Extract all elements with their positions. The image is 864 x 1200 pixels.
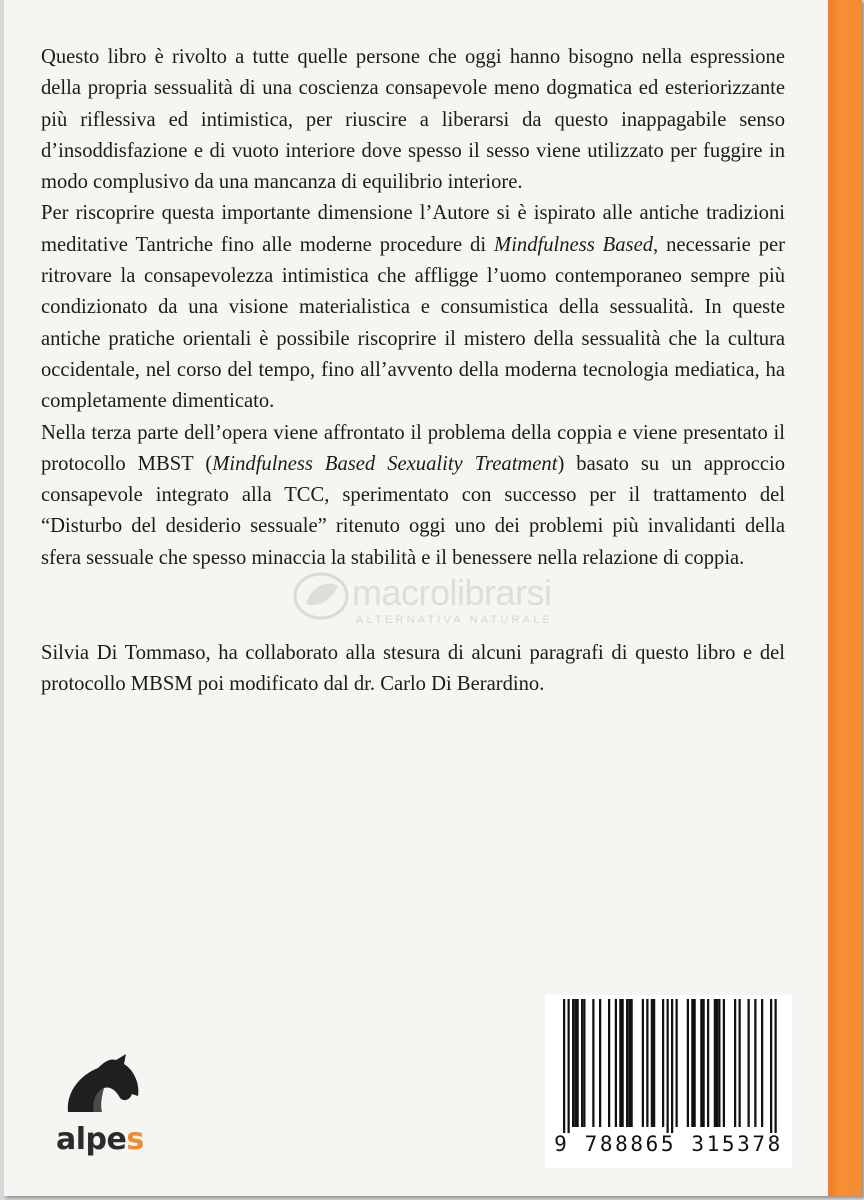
blurb-text	[41, 42, 785, 701]
barcode-bar	[754, 999, 756, 1127]
publisher-name: alpes	[56, 1122, 144, 1157]
barcode-bar	[662, 999, 664, 1127]
barcode-bar	[770, 999, 772, 1133]
barcode-bar	[748, 999, 750, 1127]
horse-head-icon	[50, 1050, 146, 1130]
barcode-bar	[631, 999, 633, 1127]
barcode-bar	[761, 999, 763, 1127]
barcode-bar	[707, 999, 709, 1127]
emphasis-mindfulness-based: Mindfulness Based	[494, 233, 654, 256]
barcode-bar	[628, 999, 630, 1127]
barcode-bars	[545, 995, 792, 1133]
barcode-bar	[568, 999, 570, 1133]
barcode-bar	[716, 999, 718, 1127]
barcode-bar	[775, 999, 777, 1133]
barcode-bar	[700, 999, 702, 1127]
paragraph-gap	[41, 574, 785, 638]
barcode-bar	[718, 999, 720, 1127]
barcode-bar	[626, 999, 628, 1127]
publisher-logo	[50, 1050, 146, 1160]
barcode-bar	[572, 999, 574, 1127]
orange-spine-edge	[828, 0, 862, 1196]
barcode-bar	[687, 999, 689, 1127]
barcode-bar	[583, 999, 585, 1127]
barcode-bar	[642, 999, 644, 1127]
barcode-bar	[619, 999, 621, 1127]
watermark-name: macrolibrarsi	[352, 572, 552, 613]
barcode-bar	[671, 999, 673, 1133]
blurb-paragraph-2: Per riscoprire questa importante dimensione l’Autore si è ispirato alle antiche tradizioni meditative Tantriche fino alle moderne procedure di Mindfulness Based, necessarie per ritrovare la consapevolezza intimistica che affligge l’uomo contemporaneo sempre più condizionato da una visione materialistica e consumistica della sessualità. In queste antiche pratiche orientali è possibile riscoprire il mistero della sessualità che la cultura occidentale, nel corso del tempo, fino all’avvento della moderna tecnologia mediatica, ha completamente dimenticato.	[41, 202, 785, 413]
book-back-cover	[4, 0, 862, 1196]
barcode-bar	[646, 999, 648, 1127]
credit-paragraph: Silvia Di Tommaso, ha collaborato alla stesura di alcuni paragrafi di questo libro e del protocollo MBSM poi modificato dal dr. Carlo Di Berardino.	[41, 642, 785, 696]
barcode-bar	[615, 999, 617, 1127]
emphasis-mbst-title: Mindfulness Based Sexuality Treatment	[212, 452, 558, 475]
barcode-bar	[714, 999, 716, 1127]
barcode-bar	[739, 999, 741, 1127]
blurb-paragraph-1: Questo libro è rivolto a tutte quelle persone che oggi hanno bisogno nella espressione della propria sessualità di una coscienza consapevole meno dogmatica ed esteriorizzante più riflessiva ed intimistica, per riuscire a liberarsi da questo inappagabile senso d’insoddisfazione e di vuoto interiore dove spesso il sesso viene utilizzato per fuggire in modo complusivo da una mancanza di equilibrio interiore.	[41, 46, 785, 194]
watermark-tagline: ALTERNATIVA NATURALE	[356, 614, 554, 626]
barcode-bar	[581, 999, 583, 1127]
barcode-bar	[653, 999, 655, 1127]
isbn-number: 9 788865 315378	[554, 1132, 783, 1156]
barcode-bar	[608, 999, 610, 1127]
barcode-bar	[599, 999, 601, 1127]
barcode-bar	[723, 999, 725, 1127]
barcode-bar	[577, 999, 579, 1127]
isbn-barcode	[545, 995, 792, 1168]
barcode-bar	[691, 999, 693, 1127]
barcode-bar	[694, 999, 696, 1127]
barcode-bar	[676, 999, 678, 1127]
barcode-bar	[703, 999, 705, 1127]
barcode-bar	[667, 999, 669, 1133]
barcode-bar	[734, 999, 736, 1127]
barcode-bar	[563, 999, 565, 1133]
blurb-paragraph-3: Nella terza parte dell’opera viene affrontato il problema della coppia e viene presentato il protocollo MBST (Mindfulness Based Sexuality Treatment) basato su un approccio consapevole integrato alla TCC, sperimentato con successo per il trattamento del “Disturbo del desiderio sessuale” ritenuto oggi uno dei problemi più invalidanti della sfera sessuale che spesso minaccia la stabilità e il benessere nella relazione di coppia.	[41, 421, 786, 569]
barcode-bar	[651, 999, 653, 1127]
barcode-bar	[574, 999, 576, 1127]
barcode-bar	[622, 999, 624, 1127]
barcode-bar	[592, 999, 594, 1127]
